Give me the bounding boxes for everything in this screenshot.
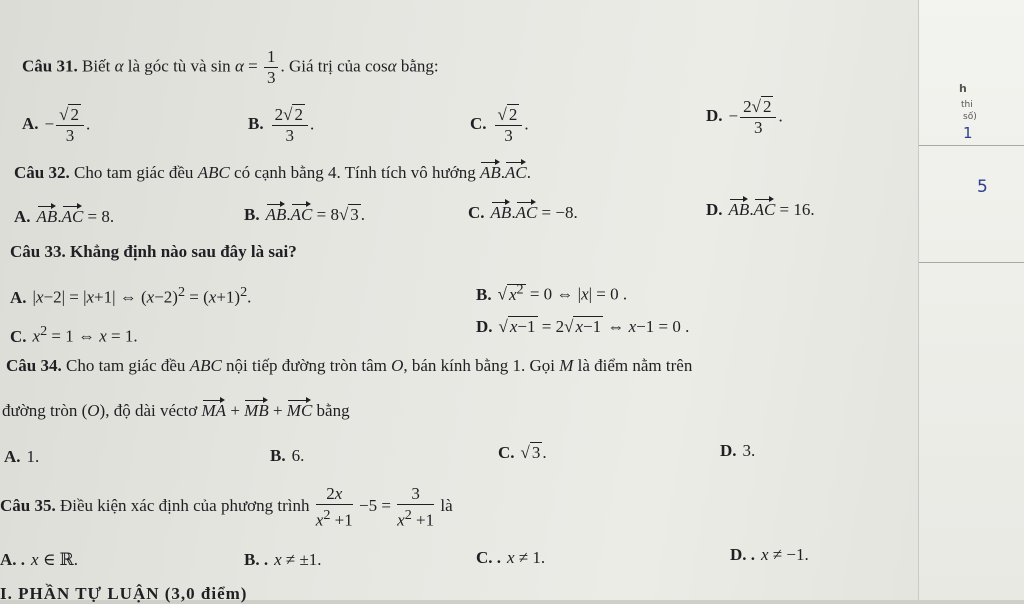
margin-rule xyxy=(919,145,1024,146)
q33-option-b: B. √ $x^2 = 0$ ⇔ |x| = 0 . xyxy=(476,281,628,304)
q34-stem-line2: đường tròn (O), độ dài véctơ MA + MB + MC bằng xyxy=(2,401,350,420)
margin-rule xyxy=(919,262,1024,263)
q34-option-d: D. 3. xyxy=(720,441,756,460)
q32-option-b: B. AB.AC = 8√ 3 . xyxy=(244,205,366,224)
q33-option-c: C. $x^2 = 1$ ⇔ x = 1. xyxy=(10,323,138,346)
section-heading: I. PHẦN TỰ LUẬN (3,0 điểm) xyxy=(0,584,248,603)
q32-option-a: A. AB.AC = 8. xyxy=(14,207,115,226)
q33-stem xyxy=(10,242,297,262)
q35-option-b: B. . x ≠ ±1. xyxy=(244,550,322,569)
q35-stem: Câu 35. Điều kiện xác định của phương trình $\frac{2x}{x^2 +1}$ −5 = $\frac{3}{x^2 +1}$ là xyxy=(0,484,453,530)
q31-option-b: B. $\frac{2√ 2}{3}$ . xyxy=(248,105,315,145)
q33-option-d: D. √ x−1 = 2√ x−1 ⇔ x−1 = 0 . xyxy=(476,317,690,336)
q33-option-a: A. |x−2| = |x+1| ⇔ $(x-2)^2 = (x+1)^2$. xyxy=(10,284,252,307)
q32-option-c: C. AB.AC = −8. xyxy=(468,203,578,222)
q35-option-c: C. . x ≠ 1. xyxy=(476,548,546,567)
q32-stem: Câu 32. Cho tam giác đều ABC có cạnh bằng 4. Tính tích vô hướng AB.AC. xyxy=(14,163,531,182)
q32-option-d: D. AB.AC = 16. xyxy=(706,200,815,219)
margin-note-thi: thi xyxy=(961,100,973,110)
q31-option-c: C. $\frac{√ 2}{3}$ . xyxy=(470,105,529,145)
q34-option-b: B. 6. xyxy=(270,446,305,465)
margin-note-h: h xyxy=(959,82,967,95)
margin-note-so: số) xyxy=(963,112,977,122)
adjacent-sheet xyxy=(918,0,1024,600)
q33-stem-text: Câu 33. Khẳng định nào sau đây là sai? xyxy=(10,242,297,261)
q31-option-a: A. − $\frac{√ 2}{3}$ . xyxy=(22,105,91,145)
handwritten-score-5: 5 xyxy=(977,177,988,197)
handwritten-score-1: 1 xyxy=(963,124,973,142)
q35-option-d: D. . x ≠ −1. xyxy=(730,545,809,564)
q31-stem: Câu 31. Biết α là góc tù và sin α = $\frac{1}{3}$ . Giá trị của cosα bằng: xyxy=(22,47,439,87)
q34-option-a: A. 1. xyxy=(4,447,40,466)
q34-option-c: C. √ 3 . xyxy=(498,443,547,462)
q31-option-d: D. − $\frac{2√ 2}{3}$ . xyxy=(706,97,783,137)
q35-option-a: A. . x ∈ ℝ. xyxy=(0,550,79,569)
q34-stem-line1: Câu 34. Cho tam giác đều ABC nội tiếp đường tròn tâm O, bán kính bằng 1. Gọi M là điểm nằm trên xyxy=(6,356,693,375)
